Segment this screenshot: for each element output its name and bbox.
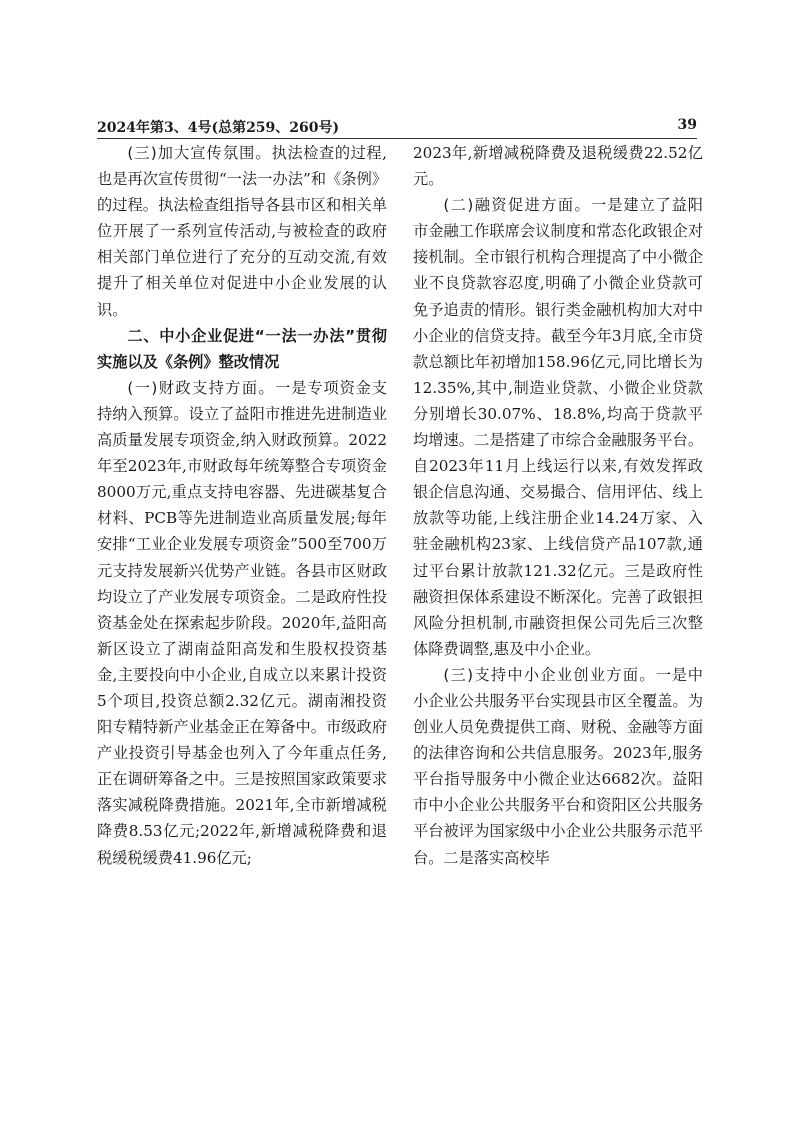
section-heading: 二、中小企业促进“一法一办法”贯彻实施以及《条例》整改情况 xyxy=(97,326,387,371)
paragraph-title: (一)财政支持方面。 xyxy=(127,378,276,397)
paragraph-body: 一是专项资金支持纳入预算。设立了益阳市推进先进制造业高质量发展专项资金,纳入财政预算。2022年至2023年,市财政每年统筹整合专项资金8000万元,重点支持电容器、先进碳基复合材料、PCB等先进制造业高质量发展;每年安排“工业企业发展专项资金”500至700万元支持发展新兴优势产业链。各县市区财政均设立了产业发展专项资金。二是政府性投资基金处在探索起步阶段。2020年,益阳高新区设立了湖南益阳高发和生股权投资基金,主要投向中小企业,自成立以来累计投资5个项目,投资总额2.32亿元。湖南湘投资阳专精特新产业基金正在筹备中。市级政府产业投资引导基金也列入了今年重点任务,正在调研筹备之中。三是按照国家政策要求落实减税降费措施。2021年,全市新增减税降费8.53亿元;2022年,新增减税降费和退税缓税缓费41.96亿元; xyxy=(97,378,387,867)
paragraph-body: 一是中小企业公共服务平台实现县市区全覆盖。为创业人员免费提供工商、财税、金融等方面的法律咨询和公共信息服务。2023年,服务平台指导服务中小微企业达6682次。益阳市中小企业公共服务平台和资阳区公共服务平台被评为国家级中小企业公共服务示范平台。二是落实高校毕 xyxy=(413,665,703,867)
left-column xyxy=(97,140,387,871)
paragraph-entrepreneurship xyxy=(413,662,703,871)
page-number: 39 xyxy=(677,117,697,133)
paragraph-body: 执法检查的过程,也是再次宣传贯彻“一法一办法”和《条例》的过程。执法检查组指导各县市区和相关单位开展了一系列宣传活动,与被检查的政府相关部门单位进行了充分的互动交流,有效提升了相关单位对促进中小企业发展的认识。 xyxy=(97,144,388,319)
paragraph-fiscal-support xyxy=(97,375,387,871)
paragraph-publicity xyxy=(97,140,387,323)
right-column xyxy=(413,140,703,871)
header-divider xyxy=(97,138,697,139)
issue-label: 2024年第3、4号(总第259、260号) xyxy=(97,120,340,136)
paragraph-financing xyxy=(413,192,703,662)
paragraph-title: (二)融资促进方面。 xyxy=(443,196,592,215)
paragraph-title: (三)加大宣传氛围。 xyxy=(127,144,272,162)
paragraph-title: (三)支持中小企业创业方面。 xyxy=(443,665,656,684)
page-header xyxy=(97,114,697,138)
paragraph-body: 一是建立了益阳市金融工作联席会议制度和常态化政银企对接机制。全市银行机构合理提高了中小微企业不良贷款容忍度,明确了小微企业贷款可免予追责的情形。银行类金融机构加大对中小企业的信贷支持。截至今年3月底,全市贷款总额比年初增加158.96亿元,同比增长为12.35%,其中,制造业贷款、小微企业贷款分别增长30.07%、18.8%,均高于贷款平均增速。二是搭建了市综合金融服务平台。自2023年11月上线运行以来,有效发挥政银企信息沟通、交易撮合、信用评估、线上放款等功能,上线注册企业14.24万家、入驻金融机构23家、上线信贷产品107款,通过平台累计放款121.32亿元。三是政府性融资担保体系建设不断深化。完善了政银担风险分担机制,市融资担保公司先后三次整体降费调整,惠及中小企业。 xyxy=(413,196,703,658)
paragraph-continuation: 2023年,新增减税降费及退税缓费22.52亿元。 xyxy=(413,144,703,189)
